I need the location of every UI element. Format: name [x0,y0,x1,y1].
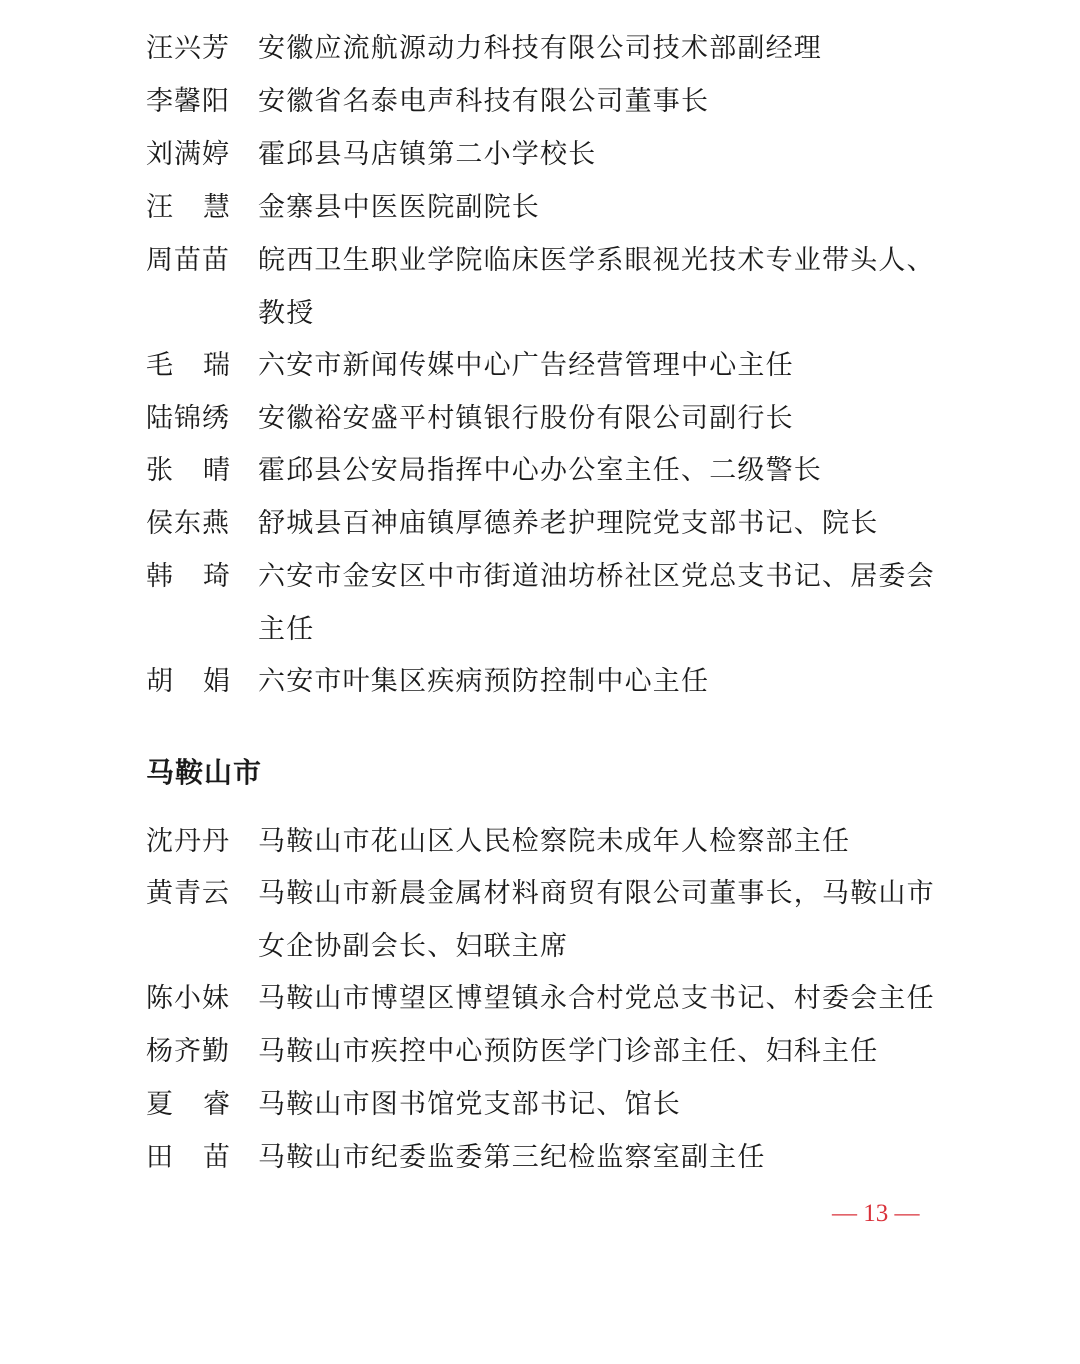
person-role: 安徽省名泰电声科技有限公司董事长 [258,86,710,117]
person-role: 安徽应流航源动力科技有限公司技术部副经理 [258,33,822,64]
person-role: 霍邱县马店镇第二小学校长 [258,139,597,170]
name-char: 夏 [146,1089,173,1120]
person-role: 六安市新闻传媒中心广告经营管理中心主任 [258,350,794,381]
name-char: 汪 [146,192,173,223]
person-name: 沈丹丹 [146,826,230,857]
person-name [146,181,230,234]
name-char: 娟 [203,666,230,697]
person-name [146,1131,230,1184]
person-name: 汪兴芳 [146,33,230,64]
person-role: 皖西卫生职业学院临床医学系眼视光技术专业带头人、教授 [258,245,935,329]
name-char: 张 [146,455,173,486]
name-char: 晴 [203,455,230,486]
person-role: 马鞍山市纪委监委第三纪检监察室副主任 [258,1142,766,1173]
name-char: 睿 [203,1089,230,1120]
person-name: 刘满婷 [146,139,230,170]
person-name [146,655,230,708]
person-role: 舒城县百神庙镇厚德养老护理院党支部书记、院长 [258,508,879,539]
person-role: 马鞍山市图书馆党支部书记、馆长 [258,1089,681,1120]
name-char: 瑞 [203,350,230,381]
person-name: 陆锦绣 [146,403,230,434]
person-role: 六安市金安区中市街道油坊桥社区党总支书记、居委会主任 [258,561,935,645]
person-name [146,1078,230,1131]
person-name [146,339,230,392]
name-char: 毛 [146,350,173,381]
person-name: 侯东燕 [146,508,230,539]
person-name: 杨齐勤 [146,1036,230,1067]
name-char: 慧 [203,192,230,223]
person-role: 马鞍山市疾控中心预防医学门诊部主任、妇科主任 [258,1036,879,1067]
name-char: 琦 [203,561,230,592]
name-char: 胡 [146,666,173,697]
name-char: 田 [146,1142,173,1173]
name-char: 苗 [203,1142,230,1173]
person-role: 马鞍山市花山区人民检察院未成年人检察部主任 [258,826,851,857]
page-number: — 13 — [832,1200,920,1227]
section-heading: 马鞍山市 [146,756,263,789]
person-role: 金寨县中医医院副院长 [258,192,540,223]
person-name: 周苗苗 [146,245,230,276]
person-role: 马鞍山市博望区博望镇永合村党总支书记、村委会主任 [258,983,935,1014]
person-role: 马鞍山市新晨金属材料商贸有限公司董事长，马鞍山市女企协副会长、妇联主席 [258,878,935,962]
person-name: 陈小妹 [146,983,230,1014]
person-role: 六安市叶集区疾病预防控制中心主任 [258,666,710,697]
person-role: 霍邱县公安局指挥中心办公室主任、二级警长 [258,455,822,486]
person-name [146,444,230,497]
person-name: 李馨阳 [146,86,230,117]
name-char: 韩 [146,561,173,592]
person-name [146,550,230,603]
person-name: 黄青云 [146,878,230,909]
person-role: 安徽裕安盛平村镇银行股份有限公司副行长 [258,403,794,434]
